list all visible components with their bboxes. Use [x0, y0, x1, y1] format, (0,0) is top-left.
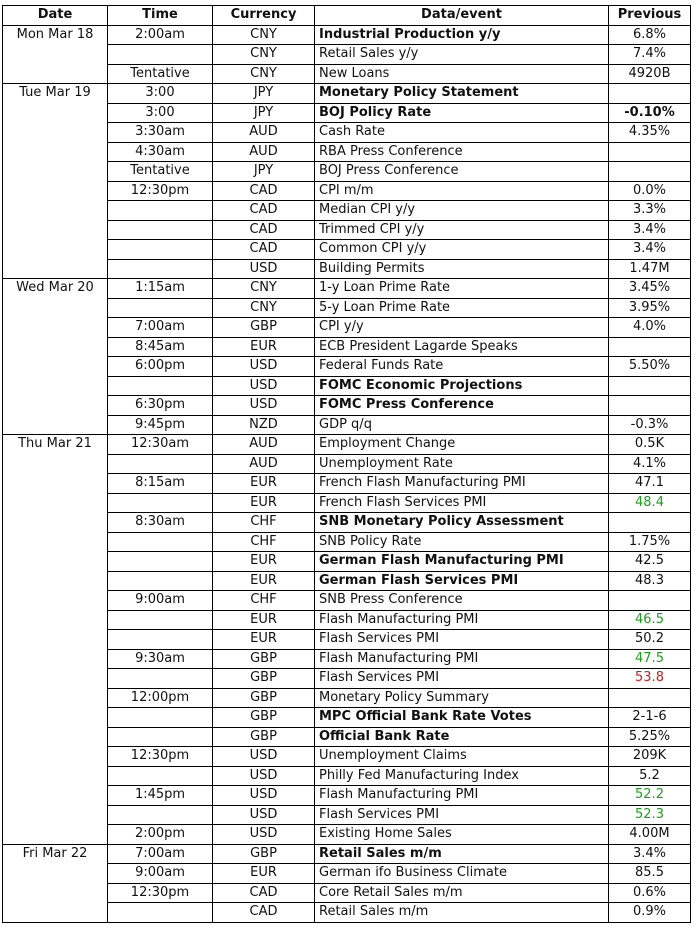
event-cell: New Loans: [315, 64, 609, 84]
previous-cell: [609, 513, 691, 533]
previous-cell: -0.3%: [609, 415, 691, 435]
previous-cell: 2-1-6: [609, 708, 691, 728]
time-cell: [108, 201, 213, 221]
previous-cell: 47.1: [609, 474, 691, 494]
event-cell: BOJ Policy Rate: [315, 103, 609, 123]
previous-cell: 3.45%: [609, 279, 691, 299]
previous-cell: [609, 591, 691, 611]
previous-cell: [609, 142, 691, 162]
currency-cell: CAD: [213, 201, 315, 221]
currency-cell: AUD: [213, 435, 315, 455]
event-cell: Industrial Production y/y: [315, 25, 609, 45]
event-cell: GDP q/q: [315, 415, 609, 435]
event-cell: Philly Fed Manufacturing Index: [315, 766, 609, 786]
table-row: [3, 844, 691, 864]
currency-cell: USD: [213, 747, 315, 767]
time-cell: 2:00am: [108, 25, 213, 45]
time-cell: [108, 610, 213, 630]
date-cell: Tue Mar 19: [3, 84, 108, 279]
time-cell: 9:00am: [108, 864, 213, 884]
previous-cell: [609, 688, 691, 708]
event-cell: FOMC Press Conference: [315, 396, 609, 416]
previous-cell: 3.4%: [609, 844, 691, 864]
previous-cell: 1.75%: [609, 532, 691, 552]
currency-cell: EUR: [213, 474, 315, 494]
event-cell: Unemployment Claims: [315, 747, 609, 767]
economic-calendar-table: [2, 5, 691, 923]
time-cell: [108, 630, 213, 650]
currency-cell: JPY: [213, 84, 315, 104]
time-cell: [108, 669, 213, 689]
currency-cell: JPY: [213, 103, 315, 123]
previous-cell: 53.8: [609, 669, 691, 689]
currency-cell: USD: [213, 357, 315, 377]
event-cell: 5-y Loan Prime Rate: [315, 298, 609, 318]
currency-cell: AUD: [213, 123, 315, 143]
event-cell: Trimmed CPI y/y: [315, 220, 609, 240]
previous-cell: 50.2: [609, 630, 691, 650]
currency-cell: CNY: [213, 64, 315, 84]
event-cell: Federal Funds Rate: [315, 357, 609, 377]
previous-cell: 46.5: [609, 610, 691, 630]
time-cell: Tentative: [108, 162, 213, 182]
time-cell: [108, 493, 213, 513]
currency-cell: EUR: [213, 552, 315, 572]
time-cell: 12:30pm: [108, 181, 213, 201]
time-cell: [108, 240, 213, 260]
previous-cell: 0.5K: [609, 435, 691, 455]
event-cell: RBA Press Conference: [315, 142, 609, 162]
previous-cell: 5.2: [609, 766, 691, 786]
time-cell: 1:15am: [108, 279, 213, 299]
currency-cell: GBP: [213, 708, 315, 728]
event-cell: SNB Monetary Policy Assessment: [315, 513, 609, 533]
date-cell: Wed Mar 20: [3, 279, 108, 435]
time-cell: [108, 532, 213, 552]
currency-cell: EUR: [213, 610, 315, 630]
time-cell: 6:30pm: [108, 396, 213, 416]
time-cell: 9:45pm: [108, 415, 213, 435]
event-cell: Existing Home Sales: [315, 825, 609, 845]
currency-cell: AUD: [213, 142, 315, 162]
time-cell: [108, 903, 213, 923]
event-cell: Flash Services PMI: [315, 669, 609, 689]
event-cell: Flash Manufacturing PMI: [315, 649, 609, 669]
previous-cell: [609, 162, 691, 182]
header-currency: Currency: [213, 6, 315, 26]
previous-cell: 209K: [609, 747, 691, 767]
event-cell: French Flash Manufacturing PMI: [315, 474, 609, 494]
currency-cell: EUR: [213, 864, 315, 884]
table-row: [3, 25, 691, 45]
time-cell: [108, 454, 213, 474]
currency-cell: GBP: [213, 669, 315, 689]
time-cell: 8:15am: [108, 474, 213, 494]
event-cell: Monetary Policy Statement: [315, 84, 609, 104]
header-time: Time: [108, 6, 213, 26]
currency-cell: NZD: [213, 415, 315, 435]
previous-cell: 4920B: [609, 64, 691, 84]
time-cell: 7:00am: [108, 318, 213, 338]
table-header: [3, 6, 691, 26]
event-cell: German Flash Manufacturing PMI: [315, 552, 609, 572]
time-cell: 9:30am: [108, 649, 213, 669]
time-cell: 6:00pm: [108, 357, 213, 377]
currency-cell: CAD: [213, 220, 315, 240]
event-cell: Official Bank Rate: [315, 727, 609, 747]
currency-cell: USD: [213, 396, 315, 416]
previous-cell: 6.8%: [609, 25, 691, 45]
previous-cell: 3.3%: [609, 201, 691, 221]
event-cell: Retail Sales m/m: [315, 844, 609, 864]
previous-cell: 42.5: [609, 552, 691, 572]
time-cell: [108, 45, 213, 65]
time-cell: [108, 298, 213, 318]
table-row: [3, 84, 691, 104]
previous-cell: 48.4: [609, 493, 691, 513]
event-cell: Building Permits: [315, 259, 609, 279]
header-date: Date: [3, 6, 108, 26]
event-cell: MPC Official Bank Rate Votes: [315, 708, 609, 728]
previous-cell: 3.4%: [609, 240, 691, 260]
previous-cell: [609, 376, 691, 396]
event-cell: Flash Services PMI: [315, 630, 609, 650]
event-cell: Employment Change: [315, 435, 609, 455]
table-body: [3, 25, 691, 922]
previous-cell: [609, 84, 691, 104]
time-cell: [108, 708, 213, 728]
time-cell: 12:30pm: [108, 747, 213, 767]
previous-cell: 7.4%: [609, 45, 691, 65]
time-cell: [108, 805, 213, 825]
currency-cell: USD: [213, 376, 315, 396]
currency-cell: GBP: [213, 649, 315, 669]
previous-cell: 4.1%: [609, 454, 691, 474]
previous-cell: 3.4%: [609, 220, 691, 240]
header-row: [3, 6, 691, 26]
currency-cell: USD: [213, 786, 315, 806]
currency-cell: CNY: [213, 25, 315, 45]
previous-cell: 0.0%: [609, 181, 691, 201]
currency-cell: EUR: [213, 493, 315, 513]
previous-cell: 1.47M: [609, 259, 691, 279]
event-cell: Core Retail Sales m/m: [315, 883, 609, 903]
time-cell: [108, 571, 213, 591]
event-cell: French Flash Services PMI: [315, 493, 609, 513]
date-cell: Fri Mar 22: [3, 844, 108, 922]
date-cell: Mon Mar 18: [3, 25, 108, 84]
currency-cell: AUD: [213, 454, 315, 474]
time-cell: 2:00pm: [108, 825, 213, 845]
event-cell: SNB Press Conference: [315, 591, 609, 611]
time-cell: Tentative: [108, 64, 213, 84]
event-cell: FOMC Economic Projections: [315, 376, 609, 396]
currency-cell: GBP: [213, 727, 315, 747]
previous-cell: [609, 337, 691, 357]
time-cell: [108, 220, 213, 240]
time-cell: 8:30am: [108, 513, 213, 533]
event-cell: 1-y Loan Prime Rate: [315, 279, 609, 299]
currency-cell: USD: [213, 825, 315, 845]
previous-cell: 4.0%: [609, 318, 691, 338]
currency-cell: CAD: [213, 181, 315, 201]
previous-cell: 5.25%: [609, 727, 691, 747]
time-cell: 12:00pm: [108, 688, 213, 708]
table-row: [3, 279, 691, 299]
currency-cell: JPY: [213, 162, 315, 182]
event-cell: BOJ Press Conference: [315, 162, 609, 182]
previous-cell: [609, 396, 691, 416]
currency-cell: CNY: [213, 279, 315, 299]
previous-cell: 4.00M: [609, 825, 691, 845]
event-cell: SNB Policy Rate: [315, 532, 609, 552]
currency-cell: USD: [213, 766, 315, 786]
event-cell: German Flash Services PMI: [315, 571, 609, 591]
previous-cell: 0.9%: [609, 903, 691, 923]
previous-cell: 52.3: [609, 805, 691, 825]
currency-cell: EUR: [213, 571, 315, 591]
currency-cell: CNY: [213, 45, 315, 65]
event-cell: Flash Services PMI: [315, 805, 609, 825]
event-cell: Cash Rate: [315, 123, 609, 143]
event-cell: Flash Manufacturing PMI: [315, 786, 609, 806]
currency-cell: GBP: [213, 318, 315, 338]
event-cell: Retail Sales m/m: [315, 903, 609, 923]
event-cell: CPI m/m: [315, 181, 609, 201]
currency-cell: USD: [213, 259, 315, 279]
previous-cell: 48.3: [609, 571, 691, 591]
currency-cell: GBP: [213, 844, 315, 864]
currency-cell: GBP: [213, 688, 315, 708]
time-cell: 7:00am: [108, 844, 213, 864]
event-cell: Unemployment Rate: [315, 454, 609, 474]
previous-cell: 4.35%: [609, 123, 691, 143]
currency-cell: EUR: [213, 630, 315, 650]
event-cell: Retail Sales y/y: [315, 45, 609, 65]
previous-cell: 85.5: [609, 864, 691, 884]
currency-cell: CAD: [213, 903, 315, 923]
time-cell: [108, 259, 213, 279]
time-cell: 12:30am: [108, 435, 213, 455]
previous-cell: 3.95%: [609, 298, 691, 318]
time-cell: [108, 727, 213, 747]
previous-cell: 0.6%: [609, 883, 691, 903]
previous-cell: -0.10%: [609, 103, 691, 123]
event-cell: CPI y/y: [315, 318, 609, 338]
event-cell: Common CPI y/y: [315, 240, 609, 260]
time-cell: 3:00: [108, 103, 213, 123]
currency-cell: CHF: [213, 591, 315, 611]
date-cell: Thu Mar 21: [3, 435, 108, 845]
currency-cell: CHF: [213, 532, 315, 552]
previous-cell: 52.2: [609, 786, 691, 806]
time-cell: 8:45am: [108, 337, 213, 357]
currency-cell: CAD: [213, 240, 315, 260]
time-cell: 4:30am: [108, 142, 213, 162]
event-cell: ECB President Lagarde Speaks: [315, 337, 609, 357]
currency-cell: EUR: [213, 337, 315, 357]
time-cell: [108, 376, 213, 396]
table-row: [3, 435, 691, 455]
time-cell: 3:00: [108, 84, 213, 104]
time-cell: 3:30am: [108, 123, 213, 143]
event-cell: Flash Manufacturing PMI: [315, 610, 609, 630]
currency-cell: CNY: [213, 298, 315, 318]
time-cell: 9:00am: [108, 591, 213, 611]
previous-cell: 5.50%: [609, 357, 691, 377]
previous-cell: 47.5: [609, 649, 691, 669]
header-previous: Previous: [609, 6, 691, 26]
time-cell: [108, 552, 213, 572]
currency-cell: CAD: [213, 883, 315, 903]
currency-cell: CHF: [213, 513, 315, 533]
event-cell: German ifo Business Climate: [315, 864, 609, 884]
currency-cell: USD: [213, 805, 315, 825]
event-cell: Monetary Policy Summary: [315, 688, 609, 708]
time-cell: [108, 766, 213, 786]
time-cell: 12:30pm: [108, 883, 213, 903]
header-event: Data/event: [315, 6, 609, 26]
time-cell: 1:45pm: [108, 786, 213, 806]
event-cell: Median CPI y/y: [315, 201, 609, 221]
